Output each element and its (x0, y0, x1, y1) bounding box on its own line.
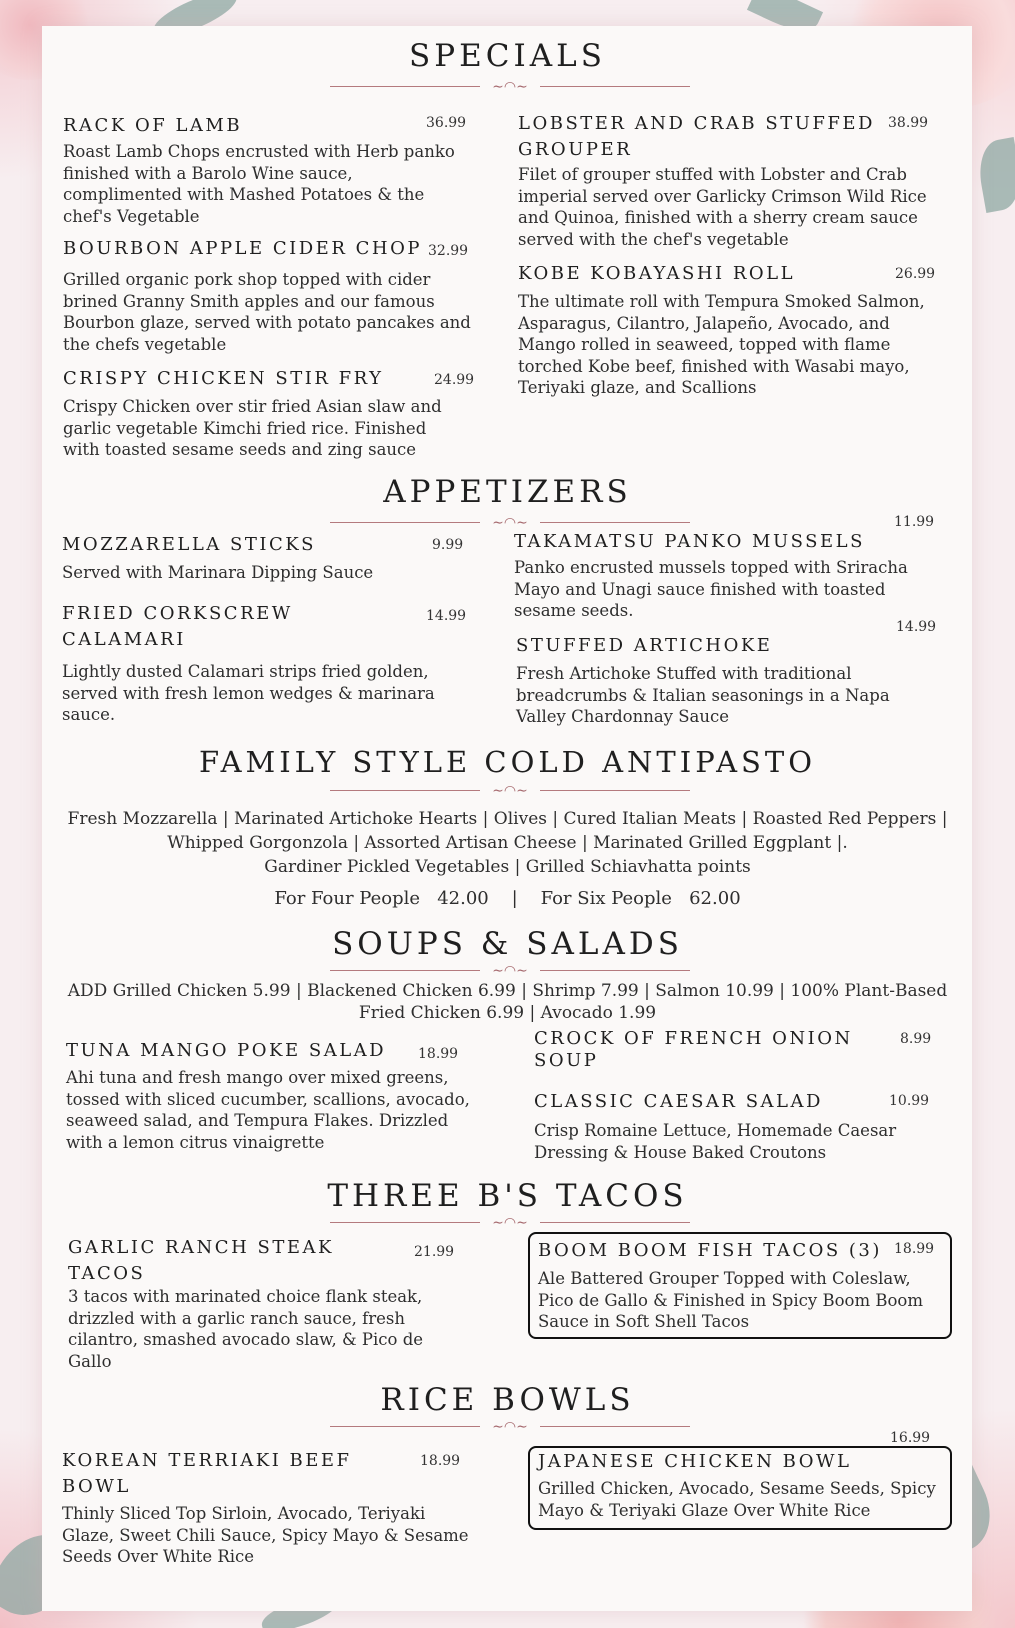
tacos-title: THREE B'S TACOS (327, 1178, 688, 1214)
item-description: Fresh Artichoke Stuffed with traditional breadcrumbs & Italian seasonings in a Napa Valley Chardonnay Sauce (516, 664, 890, 726)
item-name: TUNA MANGO POKE SALAD (66, 1040, 387, 1061)
ornament-divider: ∼◠∼ (330, 1420, 690, 1434)
item-description: Roast Lamb Chops encrusted with Herb panko finished with a Barolo Wine sauce, complimented with Mashed Potatoes & the chef's Vegetable (63, 142, 455, 226)
item-name: CRISPY CHICKEN STIR FRY (63, 368, 384, 389)
item-price: 11.99 (894, 514, 935, 530)
six-people-price: 62.00 (689, 888, 741, 909)
item-name: RACK OF LAMB (63, 115, 243, 136)
ornament-divider: ∼◠∼ (330, 516, 690, 530)
four-people-label: For Four People (274, 888, 421, 909)
item-description: Lightly dusted Calamari strips fried golden, served with fresh lemon wedges & marinara sauce. (62, 662, 435, 724)
item-price: 14.99 (896, 619, 937, 635)
item-description: Thinly Sliced Top Sirloin, Avocado, Teriyaki Glaze, Sweet Chili Sauce, Spicy Mayo & Sesame Seeds Over White Rice (62, 1504, 469, 1566)
item-description: Grilled Chicken, Avocado, Sesame Seeds, Spicy Mayo & Teriyaki Glaze Over White Rice (538, 1479, 936, 1520)
item-price: 9.99 (432, 537, 464, 553)
specials-title: SPECIALS (409, 38, 606, 74)
antipasto-items-line: Fresh Mozzarella | Marinated Artichoke Hearts | Olives | Cured Italian Meats | Roasted Red Peppers | (67, 809, 948, 829)
item-price: 14.99 (426, 608, 467, 624)
antipasto-title: FAMILY STYLE COLD ANTIPASTO (198, 745, 817, 779)
item-price: 10.99 (889, 1093, 930, 1109)
item-description: Ahi tuna and fresh mango over mixed greens, tossed with sliced cucumber, scallions, avocado, seaweed salad, and Tempura Flakes. Drizzled with a lemon citrus vinaigrette (66, 1068, 470, 1152)
item-name: KOREAN TERRIAKI BEEF BOWL (62, 1450, 352, 1497)
item-price: 24.99 (434, 372, 475, 388)
ornament-divider: ∼◠∼ (330, 964, 690, 978)
item-price: 8.99 (900, 1031, 932, 1047)
antipasto-pricing (0, 887, 1015, 910)
item-price: 38.99 (888, 115, 929, 131)
leaf-decoration-right (974, 137, 1015, 213)
item-description: Ale Battered Grouper Topped with Coleslaw, Pico de Gallo & Finished in Spicy Boom Boom Sauce in Soft Shell Tacos (538, 1269, 923, 1331)
item-name: FRIED CORKSCREW CALAMARI (62, 603, 293, 650)
antipasto-items-line: Gardiner Pickled Vegetables | Grilled Schiavhatta points (264, 857, 751, 877)
item-description: Grilled organic pork shop topped with cider brined Granny Smith apples and our famous Bourbon glaze, served with potato pancakes and the chefs vegetable (63, 270, 471, 354)
antipasto-items-line: Whipped Gorgonzola | Assorted Artisan Cheese | Marinated Grilled Eggplant |. (167, 833, 848, 853)
add-ons-line: Fried Chicken 6.99 | Avocado 1.99 (358, 1003, 657, 1023)
soups-salads-title: SOUPS & SALADS (332, 926, 683, 962)
add-ons-line: ADD Grilled Chicken 5.99 | Blackened Chicken 6.99 | Shrimp 7.99 | Salmon 10.99 | 100% Plant-Based (67, 981, 948, 1001)
item-name: STUFFED ARTICHOKE (516, 635, 773, 656)
item-description: The ultimate roll with Tempura Smoked Salmon, Asparagus, Cilantro, Jalapeño, Avocado, and Mango rolled in seaweed, topped with flame torched Kobe beef, finished with Wasabi mayo, Teriyaki glaze, and Scallions (518, 292, 925, 397)
item-price: 16.99 (890, 1430, 931, 1446)
item-price: 18.99 (418, 1046, 459, 1062)
rice-bowls-title: RICE BOWLS (380, 1382, 635, 1418)
item-name: BOURBON APPLE CIDER CHOP (63, 238, 422, 259)
item-description: 3 tacos with marinated choice flank steak, drizzled with a garlic ranch sauce, fresh cilantro, smashed avocado slaw, & Pico de Gallo (68, 1287, 424, 1371)
item-name: BOOM BOOM FISH TACOS (3) (538, 1240, 882, 1261)
item-description: Panko encrusted mussels topped with Sriracha Mayo and Unagi sauce finished with toasted sesame seeds. (514, 558, 908, 620)
six-people-label: For Six People (540, 888, 672, 909)
four-people-price: 42.00 (437, 888, 489, 909)
price-separator: | (511, 888, 518, 909)
item-name: TAKAMATSU PANKO MUSSELS (514, 531, 865, 552)
item-price: 26.99 (895, 266, 936, 282)
item-description: Served with Marinara Dipping Sauce (62, 563, 374, 582)
item-name: MOZZARELLA STICKS (62, 534, 317, 555)
item-name: LOBSTER AND CRAB STUFFED GROUPER (518, 113, 875, 160)
item-price: 36.99 (426, 115, 467, 131)
item-price: 18.99 (894, 1241, 935, 1257)
appetizers-title: APPETIZERS (383, 474, 632, 510)
item-name: CROCK OF FRENCH ONION SOUP (534, 1028, 853, 1071)
ornament-divider: ∼◠∼ (330, 784, 690, 798)
item-description: Filet of grouper stuffed with Lobster and Crab imperial served over Garlicky Crimson Wild Rice and Quinoa, finished with a sherry cream sauce served with the chef's vegetable (518, 165, 927, 249)
item-price: 21.99 (414, 1244, 455, 1260)
item-description: Crisp Romaine Lettuce, Homemade Caesar Dressing & House Baked Croutons (534, 1121, 897, 1162)
item-name: GARLIC RANCH STEAK TACOS (68, 1237, 334, 1284)
item-name: KOBE KOBAYASHI ROLL (518, 263, 796, 284)
item-price: 18.99 (420, 1453, 461, 1469)
ornament-divider: ∼◠∼ (330, 1216, 690, 1230)
item-price: 32.99 (428, 243, 469, 259)
item-name: CLASSIC CAESAR SALAD (534, 1091, 823, 1112)
ornament-divider: ∼◠∼ (330, 80, 690, 94)
item-description: Crispy Chicken over stir fried Asian slaw and garlic vegetable Kimchi fried rice. Finished with toasted sesame seeds and zing sauce (63, 397, 442, 459)
item-name: JAPANESE CHICKEN BOWL (538, 1451, 852, 1472)
